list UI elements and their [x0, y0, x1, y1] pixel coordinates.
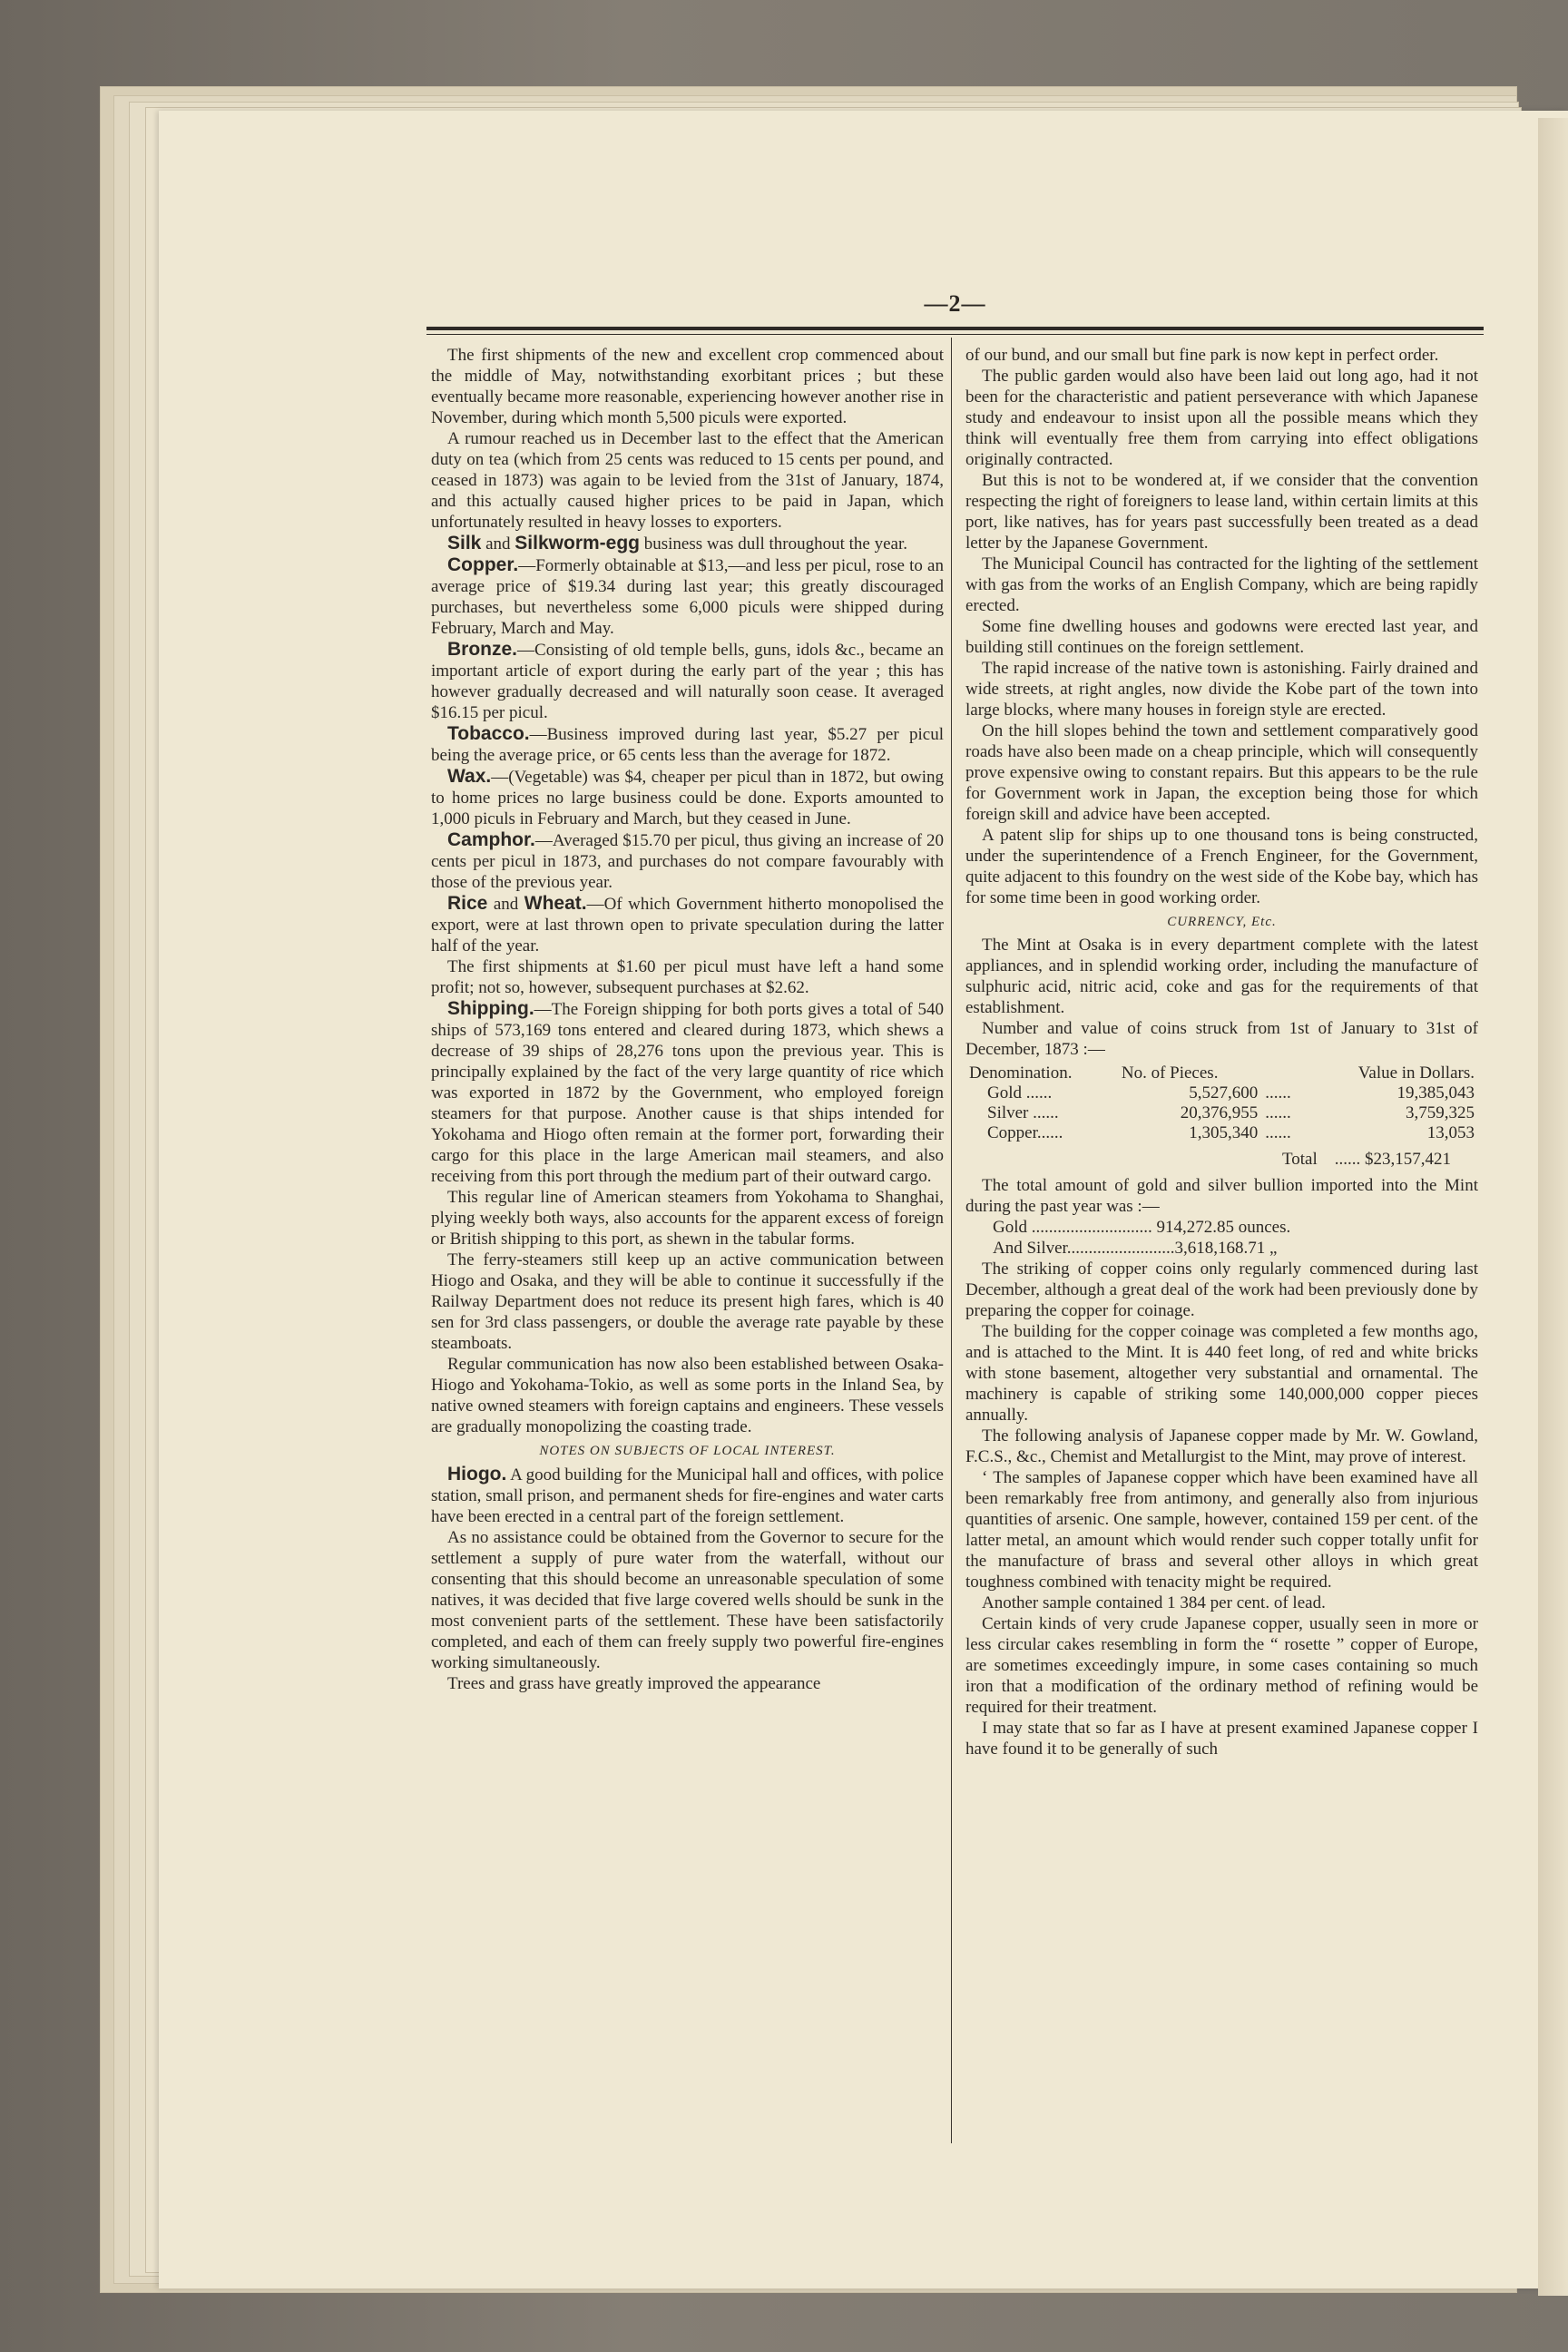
paragraph: Certain kinds of very crude Japanese copper, usually seen in more or less circular cakes resembling in form the “ rosette ” copper of Europe, are sometimes exceedingly impure, in some cases containing so much iron that a modification of the ordinary method of refining would be required for their treatment.	[965, 1614, 1478, 1717]
section-heading-currency: CURRENCY, Etc.	[1167, 915, 1277, 929]
paragraph: Trees and grass have greatly improved the appearance	[447, 1674, 821, 1693]
heading-tobacco: Tobacco.	[447, 723, 530, 744]
paragraph: The total amount of gold and silver bullion imported into the Mint during the past year was :—	[965, 1176, 1478, 1216]
paragraph-copper: Copper.—Formerly obtainable at $13,—and less per picul, rose to an average price of $19.34 during last year; this greatly discouraged purchases, but nevertheless some 6,000 piculs were shipped during February, March and May.	[431, 554, 944, 638]
bullion-gold: Gold ............................ 914,272.85 ounces.	[993, 1218, 1291, 1237]
header-rule-thin	[426, 334, 1484, 335]
paragraph: The building for the copper coinage was completed a few months ago, and is attached to the Mint. It is 440 feet long, of red and white bricks with stone basement, altogether very substantial and ornamental. The machinery is capable of striking some 140,000,000 copper pieces annually.	[965, 1322, 1478, 1425]
paragraph: The following analysis of Japanese copper made by Mr. W. Gowland, F.C.S., &c., Chemist and Metallurgist to the Mint, may prove of interest.	[965, 1426, 1478, 1466]
column-header: No. of Pieces.	[1121, 1063, 1219, 1083]
paragraph-wax: Wax.—(Vegetable) was $4, cheaper per picul than in 1872, but owing to home prices no large business could be done. Exports amounted to 1,000 piculs in February and March, but they ceased in June.	[431, 766, 944, 828]
paragraph: Number and value of coins struck from 1st of January to 31st of December, 1873 :—	[965, 1019, 1478, 1059]
paragraph: But this is not to be wondered at, if we consider that the convention respecting the right of foreigners to lease land, within certain limits at this port, like natives, has for years past successfully been treated as a dead letter by the Japanese Government.	[965, 471, 1478, 553]
paragraph: The first shipments of the new and excellent crop commenced about the middle of May, notwithstanding exorbitant prices ; but these eventually became more reasonable, experiencing however another rise in November, during which month 5,500 piculs were exported.	[431, 346, 944, 427]
heading-silkworm-egg: Silkworm-egg	[514, 533, 640, 554]
paragraph: The rapid increase of the native town is astonishing. Fairly drained and wide streets, at right angles, now divide the Kobe part of the town into large blocks, where many houses in foreign style are erected.	[965, 659, 1478, 720]
paragraph: As no assistance could be obtained from the Governor to secure for the settlement a supply of pure water from the waterfall, without our consenting that this should become an unreasonable speculation of some natives, it was decided that five large covered wells should be sunk in the most convenient parts of the settlement. These have been satisfactorily completed, and each of them can freely supply two powerful fire-engines working simultaneously.	[431, 1528, 944, 1672]
coin-total: Total ...... $23,157,421	[1281, 1150, 1451, 1169]
coin-table	[965, 1063, 1478, 1143]
column-header: Denomination.	[969, 1063, 1073, 1083]
facing-page-edge	[1538, 118, 1568, 2296]
table-row: Gold ...... 5,527,600 ...... 19,385,043	[987, 1083, 1475, 1102]
heading-shipping: Shipping.	[447, 998, 534, 1019]
heading-rice: Rice	[447, 893, 488, 914]
heading-silk: Silk	[447, 533, 482, 554]
table-header-row	[965, 1063, 1478, 1083]
paragraph-hiogo: Hiogo. A good building for the Municipal hall and offices, with police station, small prison, and permanent sheds for fire-engines and water carts have been erected in a central part of the foreign settlement.	[431, 1464, 944, 1526]
section-heading-notes: NOTES ON SUBJECTS OF LOCAL INTEREST.	[539, 1444, 836, 1458]
heading-wheat: Wheat.	[524, 893, 587, 914]
heading-bronze: Bronze.	[447, 639, 518, 660]
bullion-silver: And Silver.........................3,618,168.71 „	[993, 1239, 1278, 1258]
paragraph: of our bund, and our small but fine park is now kept in perfect order.	[965, 346, 1439, 365]
column-divider	[951, 338, 952, 2143]
column-header: Value in Dollars.	[1357, 1063, 1475, 1083]
heading-hiogo: Hiogo.	[447, 1464, 507, 1485]
paragraph-camphor: Camphor.—Averaged $15.70 per picul, thus giving an increase of 20 cents per picul in 1873, and purchases do not compare favourably with those of the previous year.	[431, 829, 944, 892]
paragraph: ‘ The samples of Japanese copper which have been examined have all been remarkably free from antimony, and generally also from injurious quantities of arsenic. One sample, however, contained 159 per cent. of the latter metal, an amount which would render such copper totally unfit for the manufacture of brass and several other alloys in which great toughness combined with tenacity might be required.	[965, 1468, 1478, 1592]
heading-camphor: Camphor.	[447, 829, 535, 850]
left-column	[431, 345, 944, 1694]
header-rule	[426, 327, 1484, 330]
paragraph-bronze: Bronze.—Consisting of old temple bells, guns, idols &c., became an important article of export during the early part of the year ; this has however gradually decreased and will naturally soon cease. It averaged $16.15 per picul.	[431, 639, 944, 722]
paragraph: Another sample contained 1 384 per cent. of lead.	[982, 1593, 1326, 1612]
paragraph: The public garden would also have been laid out long ago, had it not been for the characteristic and patient perseverance with which Japanese study and endeavour to insist upon all the possible means which they think will eventually free them from carrying into effect obligations originally contracted.	[965, 367, 1478, 469]
paragraph: Regular communication has now also been established between Osaka-Hiogo and Yokohama-Tokio, as well as some ports in the Inland Sea, by native owned steamers with foreign captains and engineers. These vessels are gradually monopolizing the coasting trade.	[431, 1355, 944, 1436]
table-row: Copper...... 1,305,340 ...... 13,053	[987, 1123, 1475, 1142]
paragraph: The ferry-steamers still keep up an active communication between Hiogo and Osaka, and they will be able to continue it successfully if the Railway Department does not reduce its present high fares, which is 40 sen for 3rd class passengers, or double the average rate payable by these steamboats.	[431, 1250, 944, 1353]
paragraph: The Mint at Osaka is in every department complete with the latest appliances, and in splendid working order, including the manufacture of sulphuric acid, nitric acid, coke and gas for the requirements of that establishment.	[965, 936, 1478, 1017]
heading-copper: Copper.	[447, 554, 519, 575]
paragraph-shipping: Shipping.—The Foreign shipping for both ports gives a total of 540 ships of 573,169 tons entered and cleared during 1873, which shews a decrease of 39 ships of 28,276 tons upon the previous year. This is principally explained by the fact of the very large quantity of rice which was exported in 1872 by the Government, who employed foreign steamers for that purpose. Another cause is that ships intended for Yokohama and Hiogo often remain at the former port, forwarding their cargo for this place in the large American mail steamers, and also receiving from this port through the medium part of their outward cargo.	[431, 998, 944, 1186]
page-number: —2—	[924, 290, 986, 317]
paragraph: A patent slip for ships up to one thousand tons is being constructed, under the superintendence of a French Engineer, for the Government, quite adjacent to this foundry on the west side of the Kobe bay, which has for some time been in good working order.	[965, 826, 1478, 907]
paragraph-rice: Rice and Wheat.—Of which Government hitherto monopolised the export, were at last thrown open to private speculation during the latter half of the year.	[431, 893, 944, 956]
paragraph: I may state that so far as I have at present examined Japanese copper I have found it to be generally of such	[965, 1719, 1478, 1759]
page-content	[426, 281, 1484, 2141]
paragraph-tobacco: Tobacco.—Business improved during last year, $5.27 per picul being the average price, or 65 cents less than the average for 1872.	[431, 723, 944, 765]
heading-wax: Wax.	[447, 766, 492, 787]
paragraph: Some fine dwelling houses and godowns were erected last year, and building still continues on the foreign settlement.	[965, 617, 1478, 657]
paragraph: The Municipal Council has contracted for the lighting of the settlement with gas from the works of an English Company, which are being rapidly erected.	[965, 554, 1478, 615]
table-row: Silver ...... 20,376,955 ...... 3,759,325	[987, 1103, 1475, 1122]
paragraph: On the hill slopes behind the town and settlement comparatively good roads have also been made on a cheap principle, which will consequently prove expensive owing to constant repairs. But this appears to be the rule for Government work in Japan, the exception being those for which foreign skill and advice have been accepted.	[965, 721, 1478, 824]
paragraph: This regular line of American steamers from Yokohama to Shanghai, plying weekly both ways, also accounts for the apparent excess of foreign or British shipping to this port, as shewn in the tabular forms.	[431, 1188, 944, 1249]
paragraph: The striking of copper coins only regularly commenced during last December, although a great deal of the work had been previously done by preparing the copper for coinage.	[965, 1259, 1478, 1320]
right-column	[965, 345, 1478, 1759]
paragraph: A rumour reached us in December last to the effect that the American duty on tea (which from 25 cents was reduced to 15 cents per pound, and ceased in 1873) was again to be levied from the 31st of January, 1874, and this actually caused higher prices to be paid in Japan, which unfortunately resulted in heavy losses to exporters.	[431, 429, 944, 532]
paragraph-silk: Silk and Silkworm-egg business was dull throughout the year.	[447, 533, 907, 554]
paragraph: The first shipments at $1.60 per picul must have left a hand some profit; not so, however, subsequent purchases at $2.62.	[431, 957, 944, 997]
